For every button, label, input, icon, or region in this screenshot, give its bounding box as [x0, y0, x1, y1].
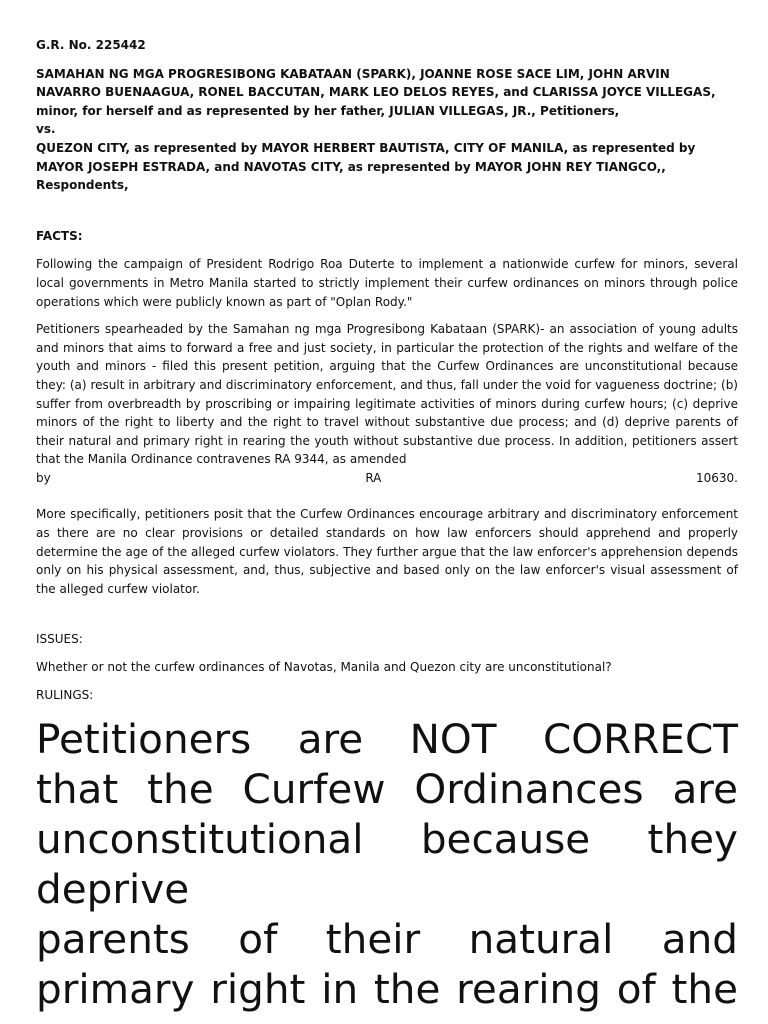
issues-text: Whether or not the curfew ordinances of Navotas, Manila and Quezon city are unconstitutional? [36, 660, 612, 675]
word-by: by [36, 470, 51, 485]
facts-paragraph-3: More specifically, petitioners posit that the Curfew Ordinances encourage arbitrary and discriminatory enforcement as there are no clear provisions or detailed standards on how law enforcers should apprehend and properly determine the age of the alleged curfew violators. They further argue that the law enforcer's apprehension depends only on his physical assessment, and, thus, subjective and based only on the law enforcer's visual assessment of the alleged curfew violator. [36, 507, 738, 596]
facts-paragraph-2-last-line [36, 469, 738, 488]
word-ra: RA [365, 470, 382, 485]
facts-heading: FACTS: [36, 228, 83, 243]
case-number: G.R. No. 225442 [36, 38, 146, 52]
document-page [36, 36, 738, 1014]
versus-label: vs. [36, 122, 56, 137]
issues-heading: ISSUES: [36, 632, 83, 647]
rulings-text [36, 714, 738, 1014]
word-10630: 10630. [696, 470, 738, 485]
rulings-line: unconstitutional because they [36, 815, 738, 864]
rulings-line: Petitioners are NOT CORRECT [36, 715, 738, 764]
rulings-line: deprive [36, 865, 190, 914]
facts-paragraph-2: Petitioners spearheaded by the Samahan ng mga Progresibong Kabataan (SPARK)- an association of young adults and minors that aims to forward a free and just society, in particular the protection of the rights and welfare of the youth and minors - filed this present petition, arguing that the Curfew Ordinances are unconstitutional because they: (a) result in arbitrary and discriminatory enforcement, and thus, fall under the void for vagueness doctrine; (b) suffer from overbreadth by proscribing or impairing legitimate activities of minors during curfew hours; (c) deprive minors of the right to liberty and the right to travel without substantive due process; and (d) deprive parents of their natural and primary right in rearing the youth without substantive due process. In addition, petitioners assert that the Manila Ordinance contravenes RA 9344, as amended [36, 322, 738, 467]
rulings-line: parents of their natural and [36, 915, 738, 964]
facts-paragraph-1: Following the campaign of President Rodrigo Roa Duterte to implement a nationwide curfew for minors, several local governments in Metro Manila started to strictly implement their curfew ordinances on minors through police operations which were publicly known as part of "Oplan Rody." [36, 257, 738, 309]
rulings-line: that the Curfew Ordinances are [36, 765, 738, 814]
rulings-line: primary right in the rearing of the [36, 965, 738, 1014]
rulings-heading: RULINGS: [36, 687, 94, 702]
respondents-caption: QUEZON CITY, as represented by MAYOR HERBERT BAUTISTA, CITY OF MANILA, as represented by MAYOR JOSEPH ESTRADA, and NAVOTAS CITY, as represented by MAYOR JOHN REY TIANGCO,, Respondents, [36, 140, 696, 193]
petitioners-caption: SAMAHAN NG MGA PROGRESIBONG KABATAAN (SPARK), JOANNE ROSE SACE LIM, JOHN ARVIN NAVARRO BUENAAGUA, RONEL BACCUTAN, MARK LEO DELOS REYES, and CLARISSA JOYCE VILLEGAS, minor, for herself and as represented by her father, JULIAN VILLEGAS, JR., Petitioners, [36, 66, 716, 118]
